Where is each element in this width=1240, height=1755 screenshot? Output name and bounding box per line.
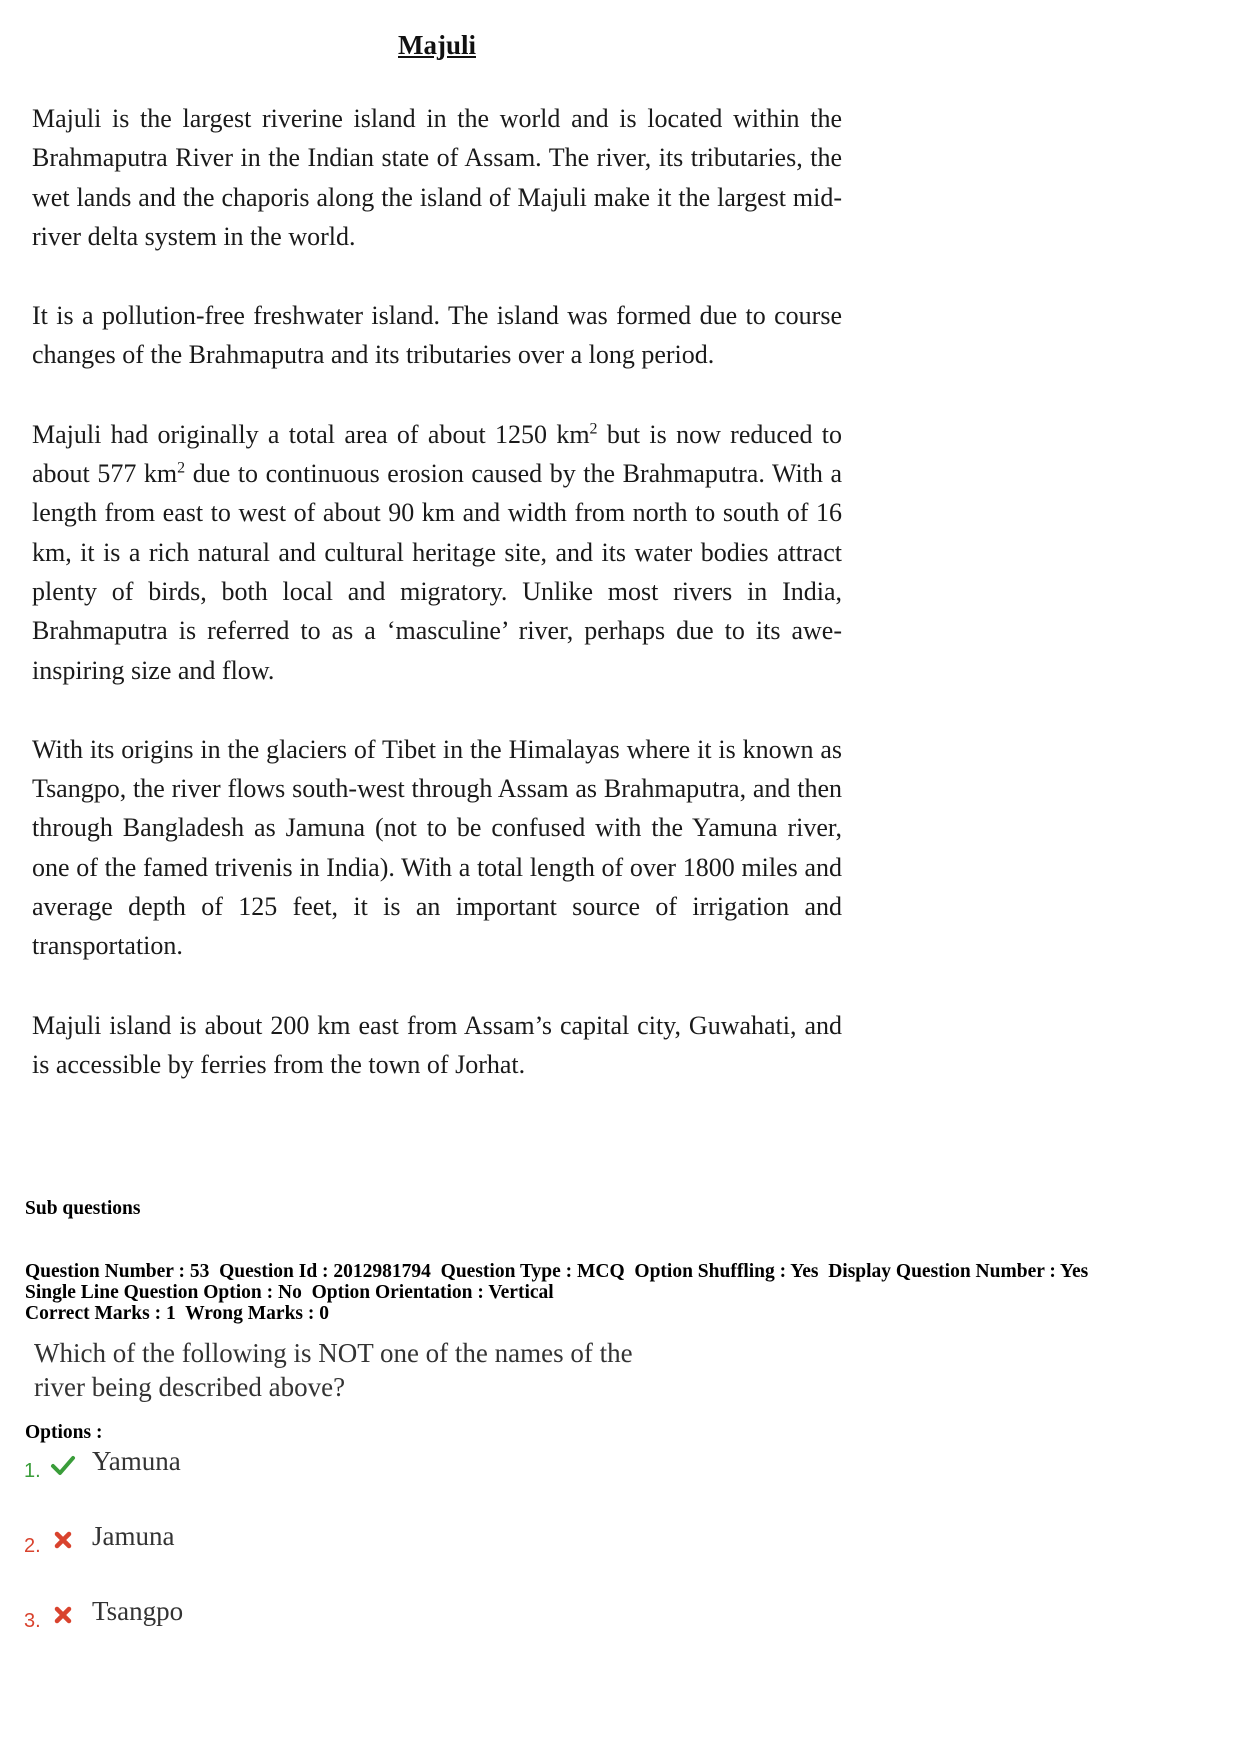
option-text: Tsangpo — [92, 1596, 184, 1626]
question-text — [34, 1336, 734, 1404]
passage-paragraph-1: Majuli is the largest riverine island in the world and is located within the Brahmaputra River in the Indian state of Assam. The river, its tributaries, the wet lands and the chaporis along the island of Majuli make it the largest mid-river delta system in the world. — [32, 104, 842, 251]
question-info — [25, 1261, 1215, 1324]
superscript: 2 — [177, 459, 186, 477]
question-line: river being described above? — [34, 1372, 346, 1402]
passage — [32, 30, 842, 1084]
option-number: 1. — [24, 1460, 41, 1482]
option-number: 3. — [24, 1610, 41, 1632]
cross-icon — [50, 1527, 76, 1553]
cross-icon — [50, 1602, 76, 1628]
passage-paragraph-4: With its origins in the glaciers of Tibet in the Himalayas where it is known as Tsangpo, the river flows south-west through Assam as Brahmaputra, and then through Bangladesh as Jamuna (not to be confused with the Yamuna river, one of the famed trivenis in India). With a total length of over 1800 miles and average depth of 125 feet, it is an important source of irrigation and transportation. — [32, 734, 842, 961]
passage-paragraph-2: It is a pollution-free freshwater island. The island was formed due to course changes of the Brahmaputra and its tributaries over a long period. — [32, 301, 842, 370]
area-text-a: Majuli had originally a total area of about 1250 km — [32, 419, 590, 449]
option-number: 2. — [24, 1535, 41, 1557]
question-line: Which of the following is NOT one of the names of the — [34, 1338, 633, 1368]
option-text: Jamuna — [92, 1521, 175, 1551]
passage-paragraph-5: Majuli island is about 200 km east from Assam’s capital city, Guwahati, and is accessible by ferries from the town of Jorhat. — [32, 1010, 842, 1079]
question-info-line: Question Number : 53 Question Id : 2012981794 Question Type : MCQ Option Shuffling : Yes Display Question Number : Yes — [25, 1261, 1089, 1282]
area-text-b: but is now reduced to about 577 km — [32, 419, 843, 489]
sub-questions-label: Sub questions — [25, 1198, 141, 1219]
question-info-line: Single Line Question Option : No Option Orientation : Vertical — [25, 1282, 554, 1303]
passage-title: Majuli — [398, 30, 476, 60]
options-label: Options : — [25, 1422, 103, 1443]
passage-paragraph-3 — [32, 415, 842, 690]
area-text-c: due to continuous erosion caused by the Brahmaputra. With a length from east to west of about 90 km and width from north to south of 16 km, it is a rich natural and cultural heritage site, and its water bodies attract plenty of birds, both local and migratory. Unlike most rivers in India, Brahmaputra is referred to as a ‘masculine’ river, perhaps due to its awe-inspiring size and flow. — [32, 459, 842, 685]
superscript: 2 — [589, 420, 598, 438]
marks-info: Correct Marks : 1 Wrong Marks : 0 — [25, 1303, 330, 1324]
option-text: Yamuna — [92, 1446, 181, 1476]
checkmark-icon — [50, 1452, 76, 1478]
